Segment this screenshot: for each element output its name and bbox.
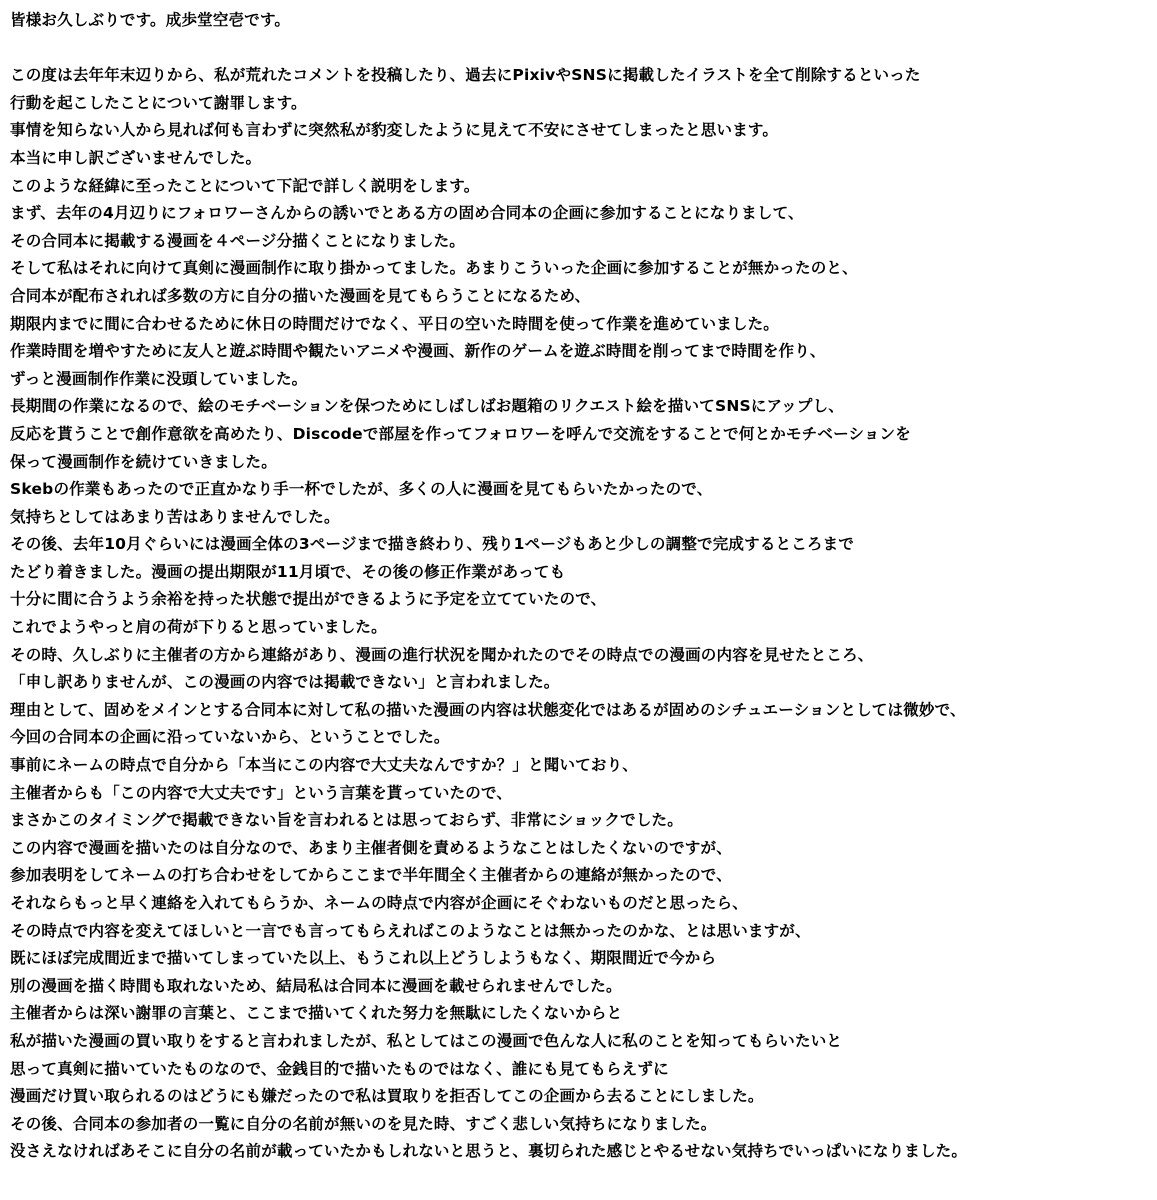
text-line: 漫画だけ買い取られるのはどうにも嫌だったので私は買取りを拒否してこの企画から去ることにしました。 <box>10 1087 764 1106</box>
text-line: たどり着きました。漫画の提出期限が11月頃で、その後の修正作業があっても <box>10 562 566 581</box>
text-line: その時、久しぶりに主催者の方から連絡があり、漫画の進行状況を聞かれたのでその時点での漫画の内容を見せたところ、 <box>10 645 874 664</box>
text-line: まさかこのタイミングで掲載できない旨を言われるとは思っておらず、非常にショックでした。 <box>10 811 683 830</box>
text-line: 既にほぼ完成間近まで描いてしまっていた以上、もうこれ以上どうしようもなく、期限間近で今から <box>10 949 717 968</box>
text-line: 思って真剣に描いていたものなので、金銭目的で描いたものではなく、誰にも見てもらえずに <box>10 1059 669 1078</box>
text-line: この度は去年年末辺りから、私が荒れたコメントを投稿したり、過去にPixivやSNSに掲載したイラストを全て削除するといった <box>10 66 921 85</box>
text-line: その後、去年10月ぐらいには漫画全体の3ページまで描き終わり、残り1ページもあと少しの調整で完成するところまで <box>10 535 855 554</box>
text-line: 反応を貰うことで創作意欲を高めたり、Discodeで部屋を作ってフォロワーを呼んで交流をすることで何とかモチベーションを <box>10 424 911 443</box>
text-line: 皆様お久しぶりです。成歩堂空壱です。 <box>10 11 291 29</box>
text-line: 主催者からも「この内容で大丈夫です」という言葉を貰っていたので、 <box>10 783 513 802</box>
text-line: 参加表明をしてネームの打ち合わせをしてからここまで半年間全く主催者からの連絡が無かったので、 <box>10 866 732 885</box>
text-line: その合同本に掲載する漫画を４ページ分描くことになりました。 <box>10 231 465 250</box>
text-line: 行動を起こしたことについて謝罪します。 <box>10 93 307 112</box>
text-line: 今回の合同本の企画に沿っていないから、ということでした。 <box>10 728 450 747</box>
text-line: 「申し訳ありませんが、この漫画の内容では掲載できない」と言われました。 <box>10 673 560 692</box>
text-line: 事情を知らない人から見れば何も言わずに突然私が豹変したように見えて不安にさせてしまったと思います。 <box>10 121 779 140</box>
text-line: 私が描いた漫画の買い取りをすると言われましたが、私としてはこの漫画で色んな人に私のことを知ってもらいたいと <box>10 1031 843 1050</box>
document-body <box>10 7 1150 1166</box>
text-line: 期限内までに間に合わせるために休日の時間だけでなく、平日の空いた時間を使って作業を進めていました。 <box>10 314 779 333</box>
text-line: この内容で漫画を描いたのは自分なので、あまり主催者側を責めるようなことはしたくないのですが、 <box>10 838 732 857</box>
text-line: そして私はそれに向けて真剣に漫画制作に取り掛かってました。あまりこういった企画に参加することが無かったのと、 <box>10 259 858 278</box>
text-line: 作業時間を増やすために友人と遊ぶ時間や観たいアニメや漫画、新作のゲームを遊ぶ時間を削ってまで時間を作り、 <box>10 342 826 361</box>
text-line: その後、合同本の参加者の一覧に自分の名前が無いのを見た時、すごく悲しい気持ちになりました。 <box>10 1114 717 1133</box>
text-line: 別の漫画を描く時間も取れないため、結局私は合同本に漫画を載せられませんでした。 <box>10 976 622 995</box>
text-line: このような経緯に至ったことについて下記で詳しく説明をします。 <box>10 176 480 195</box>
text-line: それならもっと早く連絡を入れてもらうか、ネームの時点で内容が企画にそぐわないものだと思ったら、 <box>10 894 748 912</box>
text-line: ずっと漫画制作作業に没頭していました。 <box>10 369 308 388</box>
text-line: 保って漫画制作を続けていきました。 <box>10 452 277 471</box>
text-line: 気持ちとしてはあまり苦はありませんでした。 <box>10 507 340 526</box>
text-line: 事前にネームの時点で自分から「本当にこの内容で大丈夫なんですか？」と聞いており、 <box>10 756 639 775</box>
text-line: その時点で内容を変えてほしいと一言でも言ってもらえればこのようなことは無かったのかな、とは思いますが、 <box>10 921 811 940</box>
text-line: 本当に申し訳ございませんでした。 <box>10 148 262 167</box>
text-line: 十分に間に合うよう余裕を持った状態で提出ができるように予定を立てていたので、 <box>10 590 607 609</box>
text-line: Skebの作業もあったので正直かなり手一杯でしたが、多くの人に漫画を見てもらいたかったので、 <box>10 480 713 499</box>
text-line: 没さえなければあそこに自分の名前が載っていたかもしれないと思うと、裏切られた感じとやるせない気持ちでいっぱいになりました。 <box>10 1142 968 1161</box>
text-line: まず、去年の4月辺りにフォロワーさんからの誘いでとある方の固め合同本の企画に参加することになりまして、 <box>10 204 804 223</box>
text-line: 合同本が配布されれば多数の方に自分の描いた漫画を見てもらうことになるため、 <box>10 286 591 305</box>
text-line: 主催者からは深い謝罪の言葉と、ここまで描いてくれた努力を無駄にしたくないからと <box>10 1004 623 1023</box>
blank-line <box>10 35 1150 63</box>
text-line: これでようやっと肩の荷が下りると思っていました。 <box>10 618 387 637</box>
text-line: 理由として、固めをメインとする合同本に対して私の描いた漫画の内容は状態変化ではあるが固めのシチュエーションとしては微妙で、 <box>10 700 966 719</box>
text-line: 長期間の作業になるので、絵のモチベーションを保つためにしばしばお題箱のリクエスト絵を描いてSNSにアップし、 <box>10 397 844 416</box>
